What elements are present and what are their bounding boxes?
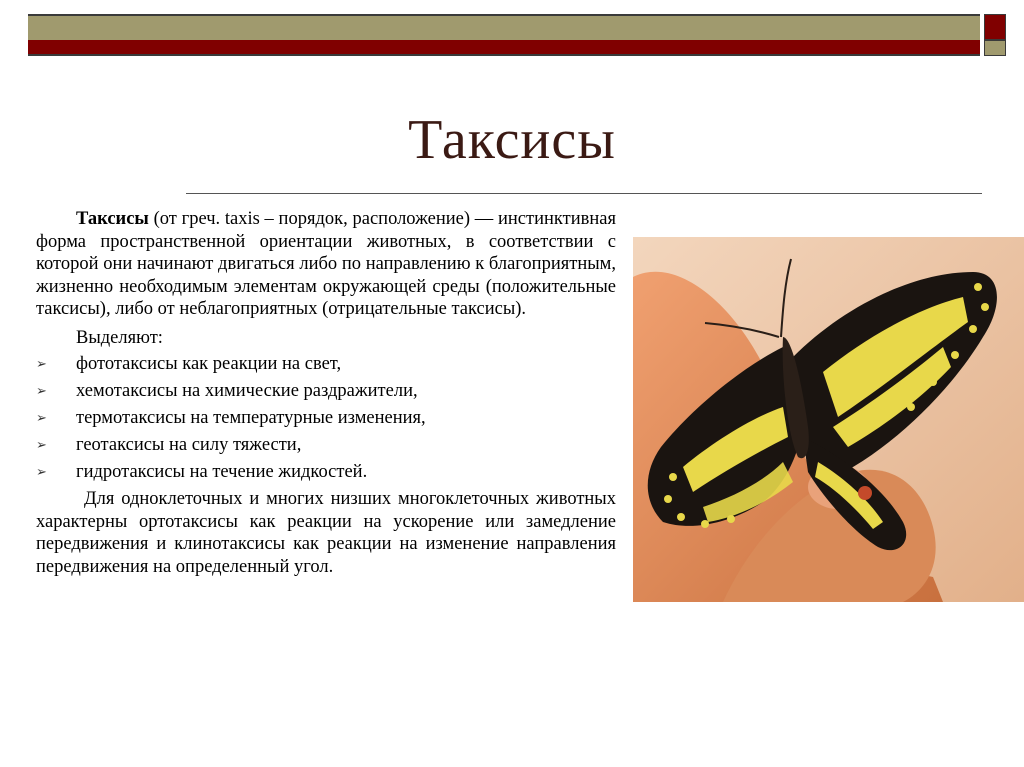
header-bar-olive [28, 14, 980, 40]
definition-term: Таксисы [76, 209, 149, 229]
header-bar-red [28, 40, 980, 56]
list-item-text: гидротаксисы на течение жидкостей. [76, 462, 368, 482]
list-item-text: хемотаксисы на химические раздражители, [76, 381, 418, 401]
list-item [36, 407, 616, 430]
list-item-text: фототаксисы как реакции на свет, [76, 354, 342, 374]
chevron-right-icon: ➢ [36, 383, 47, 398]
definition-text: (от греч. taxis – порядок, расположение) — инстинктивная форма пространственной ориентации животных, в соответствии с которой они начинают двигаться либо по направлению к благоприятным, жизненно необходимым элементам окружающей среды (положительные таксисы), либо от неблагоприятных (отрицательные таксисы). [36, 209, 616, 319]
list-item [36, 380, 616, 403]
chevron-right-icon: ➢ [36, 356, 47, 371]
header-square-red [984, 14, 1006, 40]
orthotaxis-paragraph: Для одноклеточных и многих низших многоклеточных животных характерны ортотаксисы как реакции на ускорение или замедление передвижения и клинотаксисы как реакции на изменение направления передвижения на определенный угол. [36, 489, 616, 577]
taxis-list [36, 353, 616, 484]
list-intro: Выделяют: [76, 327, 163, 348]
list-item-text: геотаксисы на силу тяжести, [76, 435, 302, 455]
list-item [36, 353, 616, 376]
chevron-right-icon: ➢ [36, 437, 47, 452]
definition-paragraph [36, 208, 616, 321]
chevron-right-icon: ➢ [36, 464, 47, 479]
chevron-right-icon: ➢ [36, 410, 47, 425]
slide-title: Таксисы [408, 109, 616, 171]
list-item-text: термотаксисы на температурные изменения, [76, 408, 426, 428]
list-item [36, 434, 616, 457]
list-item [36, 461, 616, 484]
header-square-olive [984, 40, 1006, 56]
butterfly-photo [633, 237, 1024, 602]
swallowtail-butterfly-icon [633, 237, 1024, 602]
slide-body [36, 208, 616, 578]
title-divider [186, 193, 982, 194]
